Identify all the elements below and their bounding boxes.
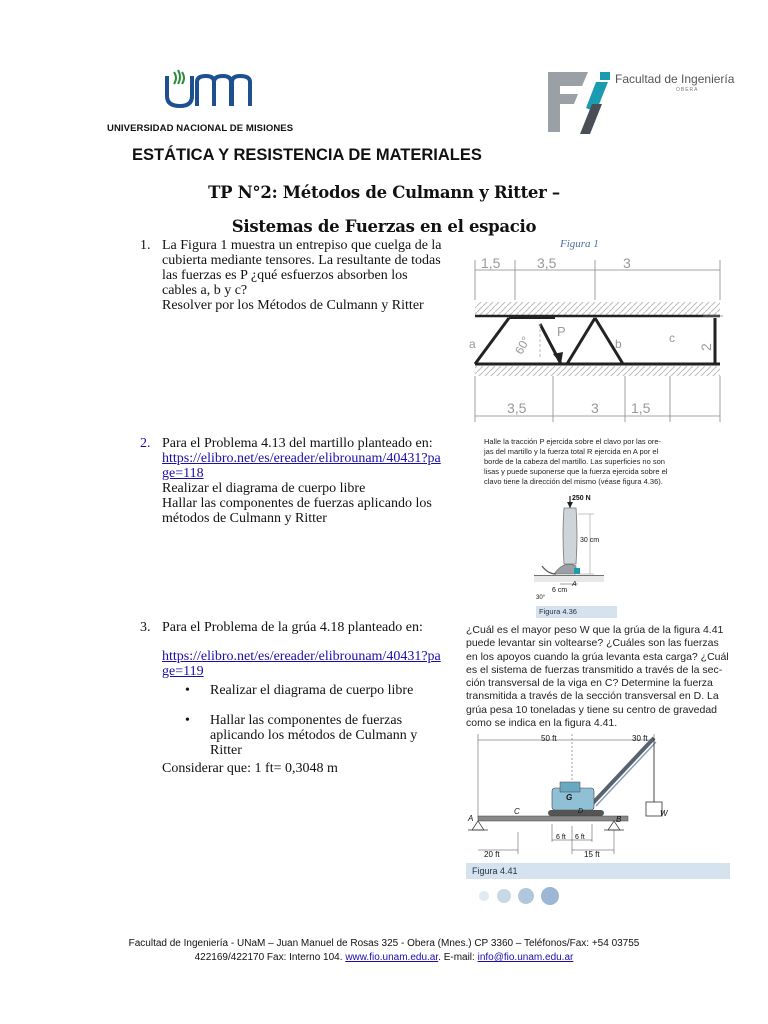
crane-dim-6a: 6 ft [556,834,566,841]
q3-book-line: como se indica en la figura 4.41. [466,717,618,730]
q2-book-line: jas del martillo y la fuerza total R ejercida en A por el [484,447,659,456]
q3-bullet-item [185,713,425,758]
q2-book-line: Halle la tracción P ejercida sobre el clavo por las ore- [484,437,662,446]
q2-book-line: clavo tiene la dirección del mismo (véase figura 4.36). [484,477,663,486]
unam-logo-graphic [162,68,254,110]
q2-intro: Para el Problema 4.13 del martillo planteado en: [162,436,433,451]
hammer-point-a: A [572,581,577,588]
dim-top-2: 3,5 [537,255,557,271]
crane-tracks [548,810,604,816]
q1-line: Resolver por los Métodos de Culmann y Ritter [162,298,424,313]
footer-line-1: Facultad de Ingeniería - UNaM – Juan Manuel de Rosas 325 - Obera (Mnes.) CP 3360 – Teléfonos/Fax: +54 03755 [128,938,640,949]
q3-note: Considerar que: 1 ft= 0,3048 m [162,761,338,776]
q3-link-line[interactable]: ge=119 [162,664,204,679]
q1-number: 1. [140,238,151,253]
crane-figure [464,730,730,862]
faculty-logo-text [615,72,734,86]
q3-bullet-text: Realizar el diagrama de cuerpo libre [210,683,414,698]
dim-top-1: 1,5 [481,255,501,271]
label-c: c [669,331,675,345]
figure-1-diagram [465,252,730,424]
q2-line: métodos de Culmann y Ritter [162,511,327,526]
crane-dim-50: 50 ft [541,734,557,743]
cable-a [475,318,509,364]
figure-4-36-caption-text: Figura 4.36 [539,607,577,616]
dots-graphic [474,885,574,907]
hammer-handle [563,508,577,564]
label-a: a [469,337,476,351]
bullet-icon: • [185,713,190,728]
q3-text [162,620,462,679]
q3-book-line: grúa pesa 10 toneladas y tiene su centro de gravedad [466,703,718,716]
figure-1 [465,252,730,424]
faculty-logo-sub: OBERA [676,87,699,93]
q2-book-excerpt [484,437,714,487]
figure-1-caption: Figura 1 [560,238,599,250]
dim-top-3: 3 [623,255,631,271]
q3-bullet-text: Hallar las componentes de fuerzas aplicando los métodos de Culmann y Ritter [210,713,418,758]
q3-book-line: transmitida a través de la sección transversal en D. La [466,690,719,703]
footer-line-2 [0,951,768,965]
label-b: b [615,337,622,351]
figure-4-36-caption [536,606,617,618]
hammer-offset-label: 6 cm [552,587,568,594]
crane-point-a: A [468,814,474,823]
footer-web-link[interactable]: www.fio.unam.edu.ar [345,952,439,963]
q2-link-line[interactable]: ge=118 [162,466,204,481]
crane-point-w: W [660,809,668,818]
q2-book-line: lisas y puede suponerse que la fuerza ejercida sobre el [484,467,668,476]
q2-book-line: borde de la cabeza del martillo. Las superficies no son [484,457,665,466]
q1-line: La Figura 1 muestra un entrepiso que cuelga de la [162,238,442,253]
crane-beam [478,816,628,821]
tp-title: TP N°2: Métodos de Culmann y Ritter – [208,183,560,202]
q2-line: Realizar el diagrama de cuerpo libre [162,481,366,496]
crane-dim-6b: 6 ft [575,834,585,841]
q1-line: cubierta mediante tensores. La resultante de todas [162,253,441,268]
q3-book-line: es el sistema de fuerzas transmitido a través de la sec- [466,663,723,676]
q3-link[interactable] [162,649,462,679]
footer-email-label: . E-mail: [438,952,478,963]
hammer-length-label: 30 cm [580,537,600,544]
footer-email-link[interactable]: info@fio.unam.edu.ar [477,952,574,963]
crane-diagram [464,730,730,862]
q3-book-line: ción transversal de la viga en C? Determine la fuerza [466,677,713,690]
hammer-head [554,564,576,574]
dim-bottom-2: 3 [591,400,599,416]
q3-bullet-item [185,683,425,698]
q3-intro: Para el Problema de la grúa 4.18 planteado en: [162,620,423,635]
crane-point-c: C [514,807,520,816]
q3-number: 3. [140,620,151,635]
crane-dim-20: 20 ft [484,850,500,859]
q3-bullet-list [185,683,425,758]
tp-subtitle: Sistemas de Fuerzas en el espacio [231,217,537,236]
q3-book-line: en los apoyos cuando la grúa levanta esta carga? ¿Cuál [466,650,729,663]
label-p: P [557,324,566,339]
bullet-icon: • [185,683,190,698]
q3-book-line: puede levantar sin voltearse? ¿Cuáles son las fuerzas [466,637,719,650]
footer-phone: 422169/422170 Fax: Interno 104. [194,952,346,963]
q2-number: 2. [140,436,151,451]
dim-bottom-3: 1,5 [631,400,651,416]
crane-boom [592,738,654,804]
q1-line: cables a, b y c? [162,283,248,298]
faculty-logo-label: Facultad de Ingeniería [615,72,735,86]
crane-point-g: G [566,793,573,802]
q3-book-excerpt [466,624,730,730]
label-angle: 60° [511,333,534,357]
dim-bottom-1: 3,5 [507,400,527,416]
footer [0,937,768,965]
roof-hatch [475,302,720,316]
crane-point-d: D [578,808,584,815]
crane-point-b: B [616,815,622,824]
crane-dim-30: 30 ft [632,734,648,743]
decorative-dots [474,885,574,907]
q2-line: Hallar las componentes de fuerzas aplicando los [162,496,432,511]
hammer-force-label: 250 N [572,495,591,502]
university-name: UNIVERSIDAD NACIONAL DE MISIONES [107,123,294,134]
dim-height: 2 [698,343,714,351]
q1-text [162,238,462,313]
q2-text [162,436,462,526]
hammer-angle-label: 30° [536,595,546,601]
q2-link-line[interactable]: https://elibro.net/es/ereader/elibrounam/40431?pa [162,451,441,466]
q3-book-line: ¿Cuál es el mayor peso W que la grúa de la figura 4.41 [466,624,724,636]
q3-link-line[interactable]: https://elibro.net/es/ereader/elibrounam/40431?pa [162,649,441,664]
q1-line: las fuerzas es P ¿qué esfuerzos absorben los [162,268,408,283]
unam-logo [162,68,254,110]
figure-4-41-caption-text: Figura 4.41 [472,866,518,876]
course-title: ESTÁTICA Y RESISTENCIA DE MATERIALES [132,146,482,164]
support-a [472,821,484,830]
q2-link[interactable] [162,451,462,481]
floor-hatch [475,366,720,376]
figure-4-41-caption [466,863,730,879]
crane-dim-15: 15 ft [584,850,600,859]
